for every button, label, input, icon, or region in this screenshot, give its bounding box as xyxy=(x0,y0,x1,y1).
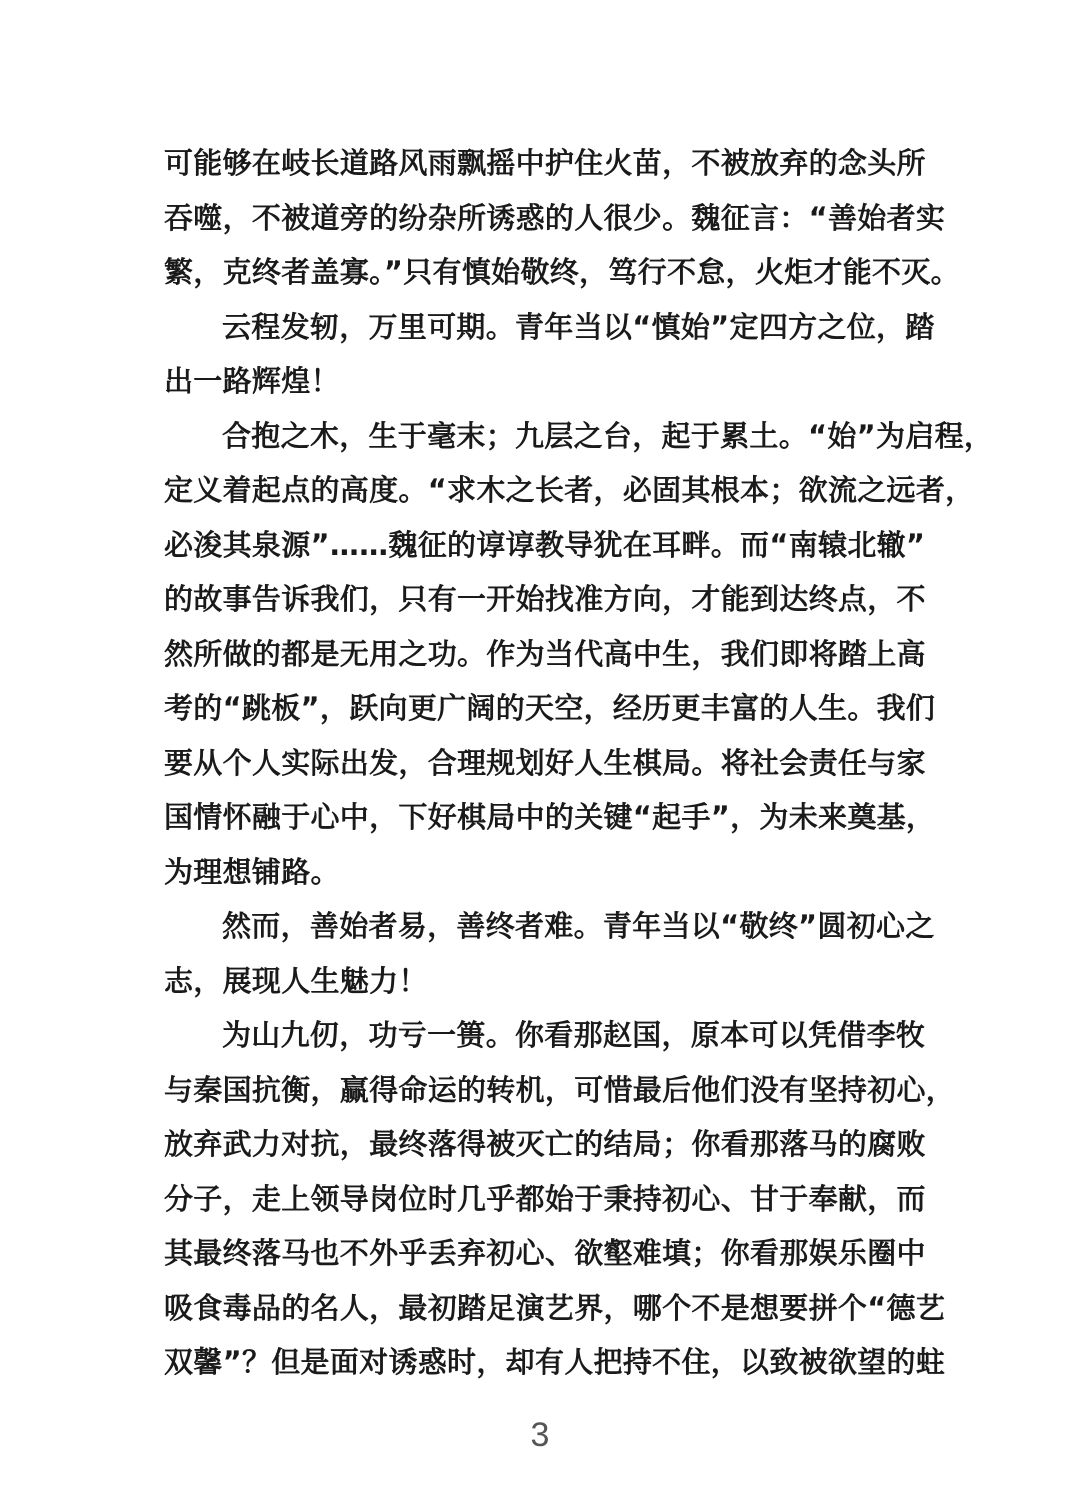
text-line: 与秦国抗衡，赢得命运的转机，可惜最后他们没有坚持初心， xyxy=(164,1072,956,1107)
text-line: 然而，善始者易，善终者难。青年当以“敬终”圆初心之 xyxy=(222,909,935,943)
page-number: 3 xyxy=(530,1416,550,1454)
text-line: 考的“跳板”，跃向更广阔的天空，经历更丰富的人生。我们 xyxy=(164,691,936,725)
text-line: 吞噬，不被道旁的纷杂所诱惑的人很少。魏征言：“善始者实 xyxy=(164,200,946,235)
text-line: 必浚其泉源”……魏征的谆谆教导犹在耳畔。而“南辕北辙” xyxy=(164,527,926,562)
text-line: 其最终落马也不外乎丢弃初心、欲壑难填；你看那娱乐圈中 xyxy=(164,1236,926,1270)
text-line: 合抱之木，生于毫末；九层之台，起于累土。“始”为启程， xyxy=(222,418,994,453)
text-line: 的故事告诉我们，只有一开始找准方向，才能到达终点，不 xyxy=(164,582,926,616)
text-line: 为理想铺路。 xyxy=(164,854,340,889)
text-line: 为山九仞，功亏一篑。你看那赵国，原本可以凭借李牧 xyxy=(222,1018,926,1052)
text-line: 可能够在岐长道路风雨飘摇中护住火苗，不被放弃的念头所 xyxy=(164,146,926,180)
essay-text xyxy=(164,136,994,1390)
text-line: 吸食毒品的名人，最初踏足演艺界，哪个不是想要拼个“德艺 xyxy=(164,1290,946,1325)
text-line: 分子，走上领导岗位时几乎都始于秉持初心、甘于奉献，而 xyxy=(164,1181,926,1216)
text-line: 云程发轫，万里可期。青年当以“慎始”定四方之位，踏 xyxy=(222,309,935,344)
text-line: 放弃武力对抗，最终落得被灭亡的结局；你看那落马的腐败 xyxy=(164,1127,926,1161)
text-line: 志，展现人生魅力！ xyxy=(164,963,428,998)
text-line: 出一路辉煌！ xyxy=(164,364,340,398)
text-line: 繁，克终者盖寡。”只有慎始敬终，笃行不怠，火炬才能不灭。 xyxy=(164,255,960,289)
text-line: 要从个人实际出发，合理规划好人生棋局。将社会责任与家 xyxy=(164,745,926,780)
text-line: 双馨”？但是面对诱惑时，却有人把持不住，以致被欲望的蛀 xyxy=(164,1345,946,1379)
text-line: 然所做的都是无用之功。作为当代高中生，我们即将踏上高 xyxy=(164,636,926,671)
text-line: 国情怀融于心中，下好棋局中的关键“起手”，为未来奠基， xyxy=(164,800,936,834)
text-line: 定义着起点的高度。“求木之长者，必固其根本；欲流之远者， xyxy=(164,473,975,507)
